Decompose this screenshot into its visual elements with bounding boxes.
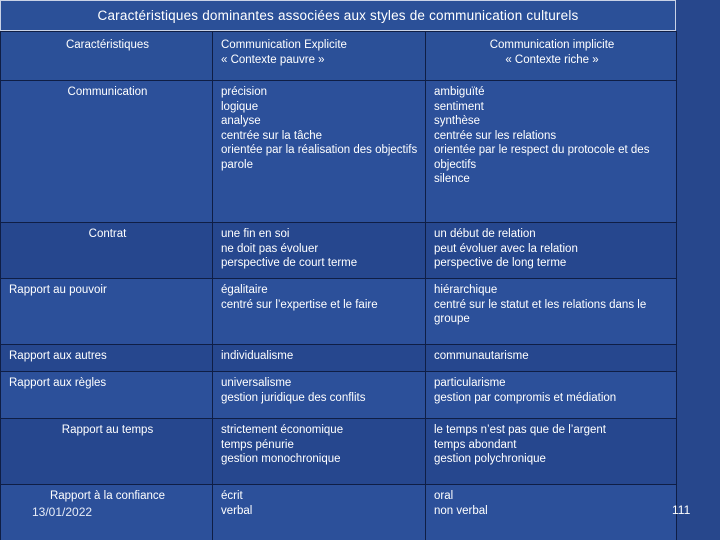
explicit-item: centrée sur la tâche (221, 129, 323, 142)
row-label-cell (1, 372, 213, 419)
implicit-item: communautarisme (434, 350, 529, 362)
explicit-item: verbal (221, 504, 253, 517)
implicit-item: le temps n’est pas que de l’argent (434, 424, 606, 436)
explicit-item: universalisme (221, 377, 292, 389)
row-label: Rapport à la confiance (49, 490, 166, 502)
implicit-item: particularisme (434, 377, 506, 389)
implicit-cell (426, 345, 677, 372)
explicit-item: gestion juridique des conflits (221, 391, 366, 404)
implicit-cell (426, 223, 677, 279)
implicit-cell (426, 419, 677, 485)
implicit-item: non verbal (434, 504, 488, 517)
table-row (1, 279, 677, 345)
implicit-item: synthèse (434, 115, 481, 127)
table-row (1, 485, 677, 540)
implicit-item: perspective de long terme (434, 257, 567, 269)
footer-page-number: 111 (672, 503, 691, 517)
row-label-cell (1, 81, 213, 223)
header-implicit-title: Communication implicite (489, 39, 615, 51)
row-label: Rapport au temps (61, 424, 154, 436)
table-row (1, 81, 677, 223)
explicit-item: parole (221, 158, 253, 171)
implicit-item: centrée sur les relations (434, 129, 557, 142)
explicit-cell (213, 419, 426, 485)
implicit-cell (426, 485, 677, 540)
explicit-item: écrit (221, 490, 243, 502)
row-label-cell (1, 279, 213, 345)
explicit-cell (213, 345, 426, 372)
table-header-row (1, 32, 677, 81)
row-label-cell (1, 419, 213, 485)
explicit-item: précision (221, 86, 268, 98)
explicit-item: strictement économique (221, 424, 344, 436)
explicit-item: ne doit pas évoluer (221, 242, 319, 255)
header-implicit (426, 32, 677, 81)
explicit-cell (213, 81, 426, 223)
explicit-cell (213, 223, 426, 279)
implicit-item: peut évoluer avec la relation (434, 242, 578, 255)
table-row (1, 419, 677, 485)
header-characteristics-label: Caractéristiques (65, 39, 150, 51)
implicit-cell (426, 81, 677, 223)
implicit-cell (426, 372, 677, 419)
row-label: Rapport aux règles (9, 377, 107, 389)
explicit-cell (213, 372, 426, 419)
explicit-item: perspective de court terme (221, 257, 358, 269)
explicit-item: analyse (221, 115, 261, 127)
implicit-item: silence (434, 173, 470, 185)
header-explicit-title: Communication Explicite (221, 39, 347, 51)
implicit-item: un début de relation (434, 228, 536, 240)
header-explicit (213, 32, 426, 81)
implicit-cell (426, 279, 677, 345)
implicit-item: sentiment (434, 100, 484, 113)
row-label: Rapport au pouvoir (9, 284, 107, 296)
header-implicit-subtitle: « Contexte riche » (505, 53, 599, 66)
explicit-item: égalitaire (221, 284, 268, 296)
row-label: Rapport aux autres (9, 350, 107, 362)
explicit-item: gestion monochronique (221, 453, 341, 465)
explicit-cell (213, 485, 426, 540)
row-label-cell (1, 345, 213, 372)
slide-title: Caractéristiques dominantes associées aux styles de communication culturels (0, 0, 676, 31)
row-label: Communication (67, 86, 148, 98)
explicit-item: une fin en soi (221, 228, 290, 240)
footer-date: 13/01/2022 (32, 505, 93, 519)
implicit-item: oral (434, 490, 454, 502)
slide-side-panel (676, 0, 720, 540)
explicit-item: temps pénurie (221, 438, 294, 451)
implicit-item: orientée par le respect du protocole et des objectifs (434, 144, 650, 171)
header-characteristics (1, 32, 213, 81)
implicit-item: gestion polychronique (434, 453, 546, 465)
table-row (1, 372, 677, 419)
explicit-item: logique (221, 100, 259, 113)
implicit-item: temps abondant (434, 438, 517, 451)
explicit-cell (213, 279, 426, 345)
implicit-item: gestion par compromis et médiation (434, 391, 617, 404)
header-explicit-subtitle: « Contexte pauvre » (221, 53, 325, 66)
implicit-item: centré sur le statut et les relations dans le groupe (434, 298, 647, 325)
table-row (1, 223, 677, 279)
row-label: Contrat (88, 228, 127, 240)
implicit-item: hiérarchique (434, 284, 498, 296)
row-label-cell (1, 223, 213, 279)
comparison-table (0, 31, 677, 540)
table-row (1, 345, 677, 372)
explicit-item: centré sur l’expertise et le faire (221, 298, 378, 311)
implicit-item: ambiguïté (434, 86, 485, 98)
explicit-item: individualisme (221, 350, 294, 362)
explicit-item: orientée par la réalisation des objectifs (221, 144, 418, 156)
